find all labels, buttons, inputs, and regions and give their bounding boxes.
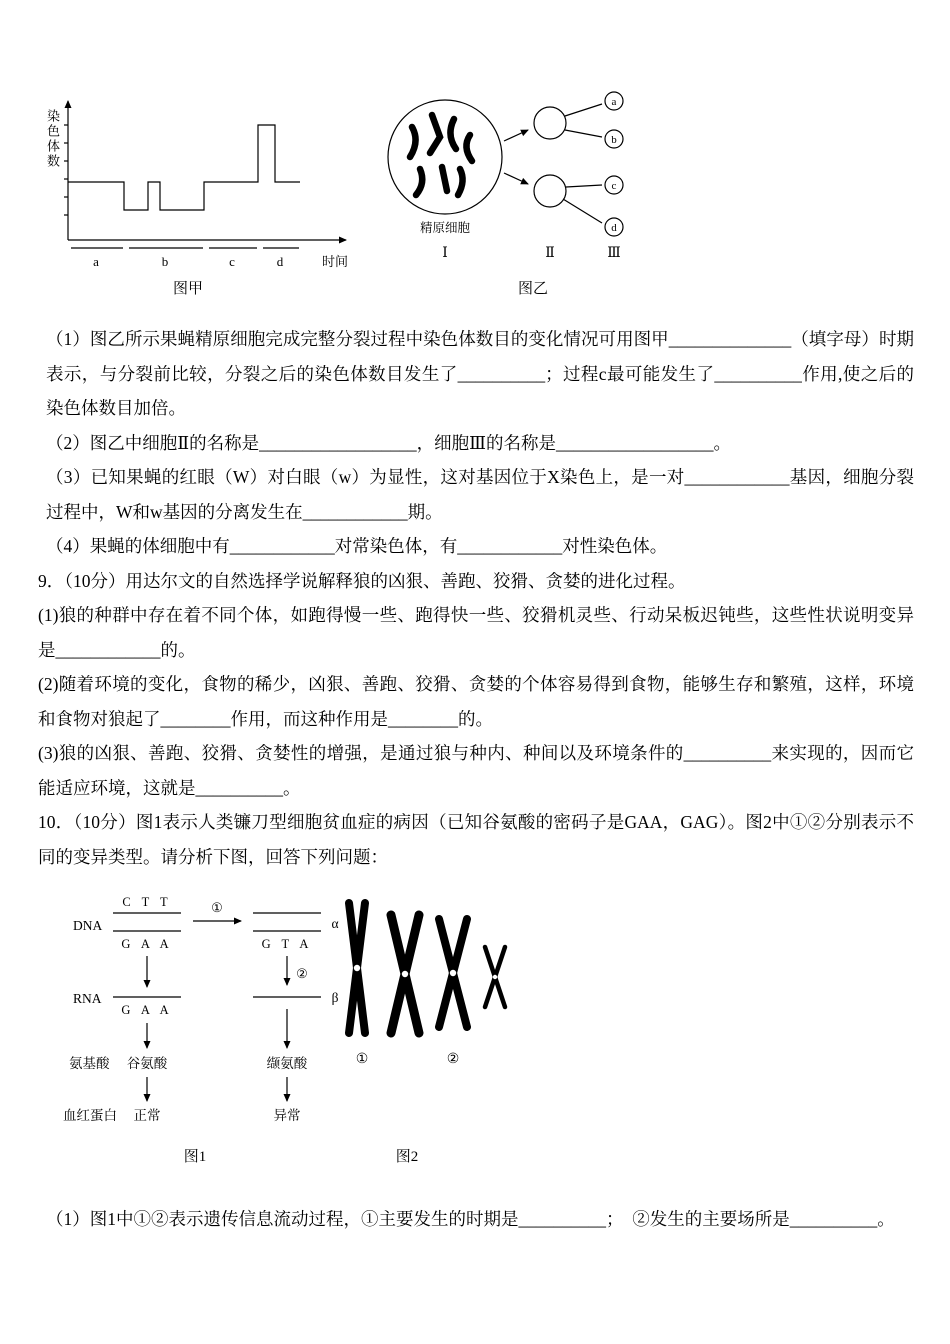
chromosome-4 [485,947,505,1007]
figure-row-top [38,85,918,310]
q8-sub2: （2）图乙中细胞Ⅱ的名称是__________________，细胞Ⅲ的名称是__________________。 [46,432,732,453]
figure-row-middle [55,885,695,1180]
fig2-caption: 图2 [395,1149,419,1165]
dna-bottom-codon: G A A [121,937,173,951]
q10-sub1: （1）图1中①②表示遗传信息流动过程，①主要发生的时期是__________； ②发生的主要场所是__________。 [46,1209,895,1229]
stage-label-3: Ⅲ [607,246,621,261]
chart-x-axis-label: 时间 [321,254,349,269]
chart-axes [64,101,346,240]
cell-name-label: 精原细胞 [419,221,471,235]
chart-tick-d: d [276,254,284,269]
q9-sub1: (1)狼的种群中存在着不同个体，如跑得慢一些、跑得快一些、狡猾机灵些、行动呆板迟钝些，这些性状说明变异是____________的。 [38,605,914,660]
q8-sub1: （1）图乙所示果蝇精原细胞完成完整分裂过程中染色体数目的变化情况可用图甲______________（填字母）时期表示，与分裂前比较，分裂之后的染色体数目发生了__________；过程c最可能发生了__________作用,使之后的染色体数目加倍。 [46,329,914,418]
stage-label-2: Ⅱ [545,246,555,261]
q9-stem: 9．（10分）用达尔文的自然选择学说解释狼的凶狠、善跑、狡猾、贪婪的进化过程。 [38,570,686,591]
chart-tick-c: c [229,254,235,269]
dna-mutated-codon: G T A [261,937,313,951]
question-text-block [38,322,914,874]
dna-mutated-strands [253,913,321,931]
fanout-lines [563,104,602,223]
hemoglobin-row-label: 血红蛋白 [63,1108,117,1123]
cell-letter-c: c [611,180,617,192]
chart-caption: 图甲 [172,281,204,297]
q8-sub4: （4）果蝇的体细胞中有____________对常染色体，有____________对性染色体。 [46,536,668,556]
alpha-label: α [331,916,339,931]
question10-sub-block [38,1202,914,1237]
fig1-caption: 图1 [183,1149,207,1165]
q8-sub3: （3）已知果蝇的红眼（W）对白眼（w）为显性，这对基因位于X染色上，是一对____________基因，细胞分裂过程中，W和w基因的分离发生在____________期。 [46,467,914,522]
rna-codon: G A A [121,1003,173,1017]
rna-row-label: RNA [73,991,102,1006]
spermatogonium-cell [388,100,502,214]
result-mutated: 异常 [273,1108,301,1123]
beta-label: β [331,990,339,1005]
chromosome-1 [349,903,365,1033]
chromosomes-in-cell [410,115,472,195]
diagram-yi [350,85,690,300]
variation-label-2: ② [446,1052,460,1067]
aminoacid-mutated: 缬氨酸 [266,1056,308,1071]
stage-label-1: Ⅰ [442,246,448,261]
step1-label: ① [211,900,223,915]
dna-top-codon: C T T [122,895,172,909]
division-arrows [504,130,528,184]
dna-normal-strands [113,913,181,931]
aminoacid-row-label: 氨基酸 [69,1056,110,1071]
cell-letter-d: d [611,222,617,234]
sickle-cell-figure [55,885,695,1180]
result-normal: 正常 [133,1108,161,1123]
aminoacid-normal: 谷氨酸 [126,1056,168,1071]
stage2-cell-bottom [534,175,566,207]
cell-letter-a: a [611,96,617,108]
chart-tick-b: b [161,254,169,269]
stage2-cell-top [534,107,566,139]
cell-letter-b: b [611,134,617,146]
chromosome-3 [439,919,467,1027]
chart-jia [38,85,368,300]
q10-stem: 10．（10分）图1表示人类镰刀型细胞贫血症的病因（已知谷氨酸的密码子是GAA，GAG）。图2中①②分别表示不同的变异类型。请分析下图，回答下列问题： [38,812,914,867]
chart-tick-a: a [93,254,99,269]
q9-sub3: (3)狼的凶狠、善跑、狡猾、贪婪性的增强，是通过狼与种内、种间以及环境条件的__________来实现的，因而它能适应环境，这就是__________。 [38,743,914,798]
q9-sub2: (2)随着环境的变化，食物的稀少，凶狠、善跑、狡猾、贪婪的个体容易得到食物，能够生存和繁殖，这样，环境和食物对狼起了________作用，而这种作用是________的。 [38,674,914,729]
dna-row-label: DNA [73,918,103,933]
variation-label-1: ① [355,1052,369,1067]
step2-label: ② [296,966,308,981]
chart-step-curve [68,125,300,210]
diagram-caption: 图乙 [517,281,549,297]
chart-y-axis-label: 染色体数 [45,109,60,169]
chromosome-2 [391,915,419,1033]
